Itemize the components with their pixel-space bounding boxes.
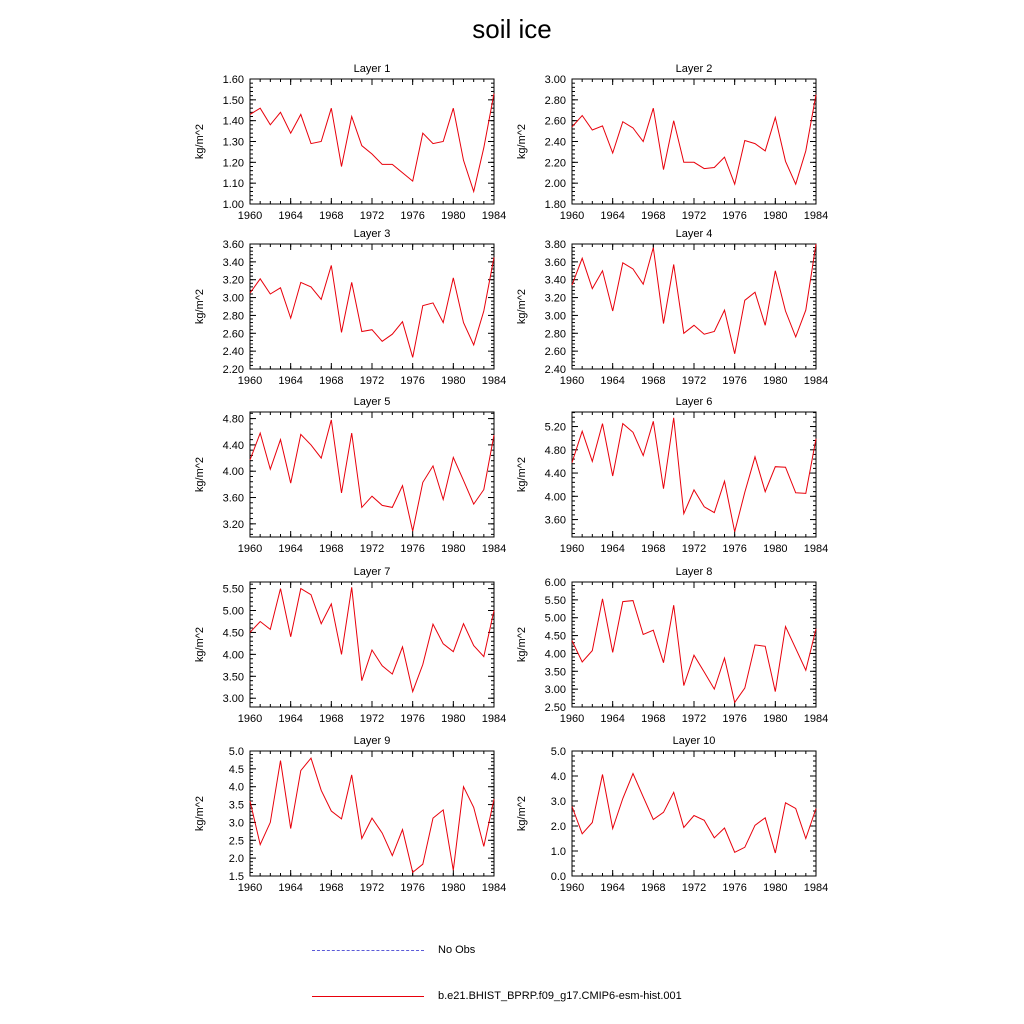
x-tick-label: 1972	[681, 543, 707, 555]
y-axis-label: kg/m^2	[516, 456, 528, 493]
y-tick-label: 2.5	[228, 835, 244, 848]
x-tick-label: 1976	[722, 543, 747, 555]
x-tick-label: 1980	[763, 375, 788, 387]
series-line	[572, 244, 816, 354]
series-line	[572, 774, 816, 854]
series-line	[250, 587, 494, 691]
y-tick-label: 2.60	[544, 115, 566, 128]
y-axis-label: kg/m^2	[516, 795, 528, 832]
x-tick-label: 1960	[237, 713, 263, 725]
y-tick-label: 3.20	[544, 292, 566, 305]
panel-title: Layer 10	[672, 735, 716, 747]
y-tick-label: 3.60	[222, 239, 244, 251]
y-tick-label: 4.50	[222, 627, 244, 640]
x-tick-label: 1972	[359, 882, 385, 894]
y-tick-label: 2.50	[544, 702, 566, 714]
y-tick-label: 4.00	[222, 466, 244, 479]
panel-layer-3	[194, 228, 506, 387]
x-tick-label: 1980	[763, 713, 788, 725]
y-tick-label: 3.00	[222, 292, 244, 305]
x-tick-label: 1980	[441, 375, 466, 387]
figure-title: soil ice	[472, 14, 552, 44]
x-tick-label: 1976	[400, 210, 425, 222]
x-tick-label: 1984	[803, 210, 829, 222]
y-tick-label: 2.20	[222, 364, 244, 376]
plot-frame	[572, 244, 816, 369]
x-tick-label: 1972	[681, 375, 707, 387]
panel-layer-4	[516, 228, 828, 387]
y-axis-label: kg/m^2	[194, 795, 206, 832]
plot-frame	[250, 582, 494, 707]
x-tick-label: 1980	[763, 543, 788, 555]
legend-label-model: b.e21.BHIST_BPRP.f09_g17.CMIP6-esm-hist.001	[438, 990, 682, 1002]
x-tick-label: 1960	[237, 543, 263, 555]
legend-swatch-dashed	[312, 950, 424, 951]
y-tick-label: 2.40	[544, 136, 566, 149]
y-tick-label: 3.20	[222, 274, 244, 287]
x-tick-label: 1972	[359, 375, 385, 387]
x-tick-label: 1968	[641, 713, 666, 725]
panel-title: Layer 4	[675, 228, 713, 240]
y-tick-label: 3.00	[222, 693, 244, 706]
series-line	[572, 599, 816, 703]
y-tick-label: 3.50	[222, 671, 244, 684]
y-tick-label: 2.80	[544, 94, 566, 107]
x-tick-label: 1984	[803, 543, 829, 555]
panel-title: Layer 5	[353, 396, 391, 408]
y-axis-label: kg/m^2	[194, 123, 206, 160]
y-tick-label: 4.0	[550, 771, 566, 783]
panel-layer-10	[516, 735, 828, 894]
x-tick-label: 1972	[359, 543, 385, 555]
x-tick-label: 1984	[803, 375, 829, 387]
y-tick-label: 5.20	[544, 421, 566, 434]
x-tick-label: 1968	[319, 882, 344, 894]
x-tick-label: 1960	[237, 210, 263, 222]
plot-frame	[572, 751, 816, 876]
y-tick-label: 1.30	[222, 136, 244, 149]
y-tick-label: 3.60	[222, 492, 244, 505]
x-tick-label: 1960	[559, 543, 585, 555]
panel-layer-1	[194, 63, 506, 222]
x-tick-label: 1976	[722, 210, 747, 222]
panel-layer-2	[516, 63, 828, 222]
x-tick-label: 1960	[559, 375, 585, 387]
x-tick-label: 1968	[319, 210, 344, 222]
x-tick-label: 1968	[641, 210, 666, 222]
x-tick-label: 1972	[681, 210, 707, 222]
panel-title: Layer 6	[675, 396, 713, 408]
x-tick-label: 1964	[600, 713, 625, 725]
x-tick-label: 1968	[641, 375, 666, 387]
panel-layer-9	[194, 735, 506, 894]
x-tick-label: 1968	[319, 543, 344, 555]
plot-frame	[250, 751, 494, 876]
x-tick-label: 1984	[481, 375, 507, 387]
series-line	[250, 758, 494, 872]
y-tick-label: 3.0	[228, 817, 244, 830]
y-tick-label: 4.80	[222, 413, 244, 426]
y-tick-label: 5.0	[550, 746, 566, 758]
y-tick-label: 3.00	[544, 310, 566, 323]
y-tick-label: 4.00	[222, 649, 244, 662]
y-tick-label: 4.50	[544, 630, 566, 643]
y-tick-label: 1.40	[222, 115, 244, 128]
y-tick-label: 3.00	[544, 74, 566, 86]
x-tick-label: 1960	[237, 375, 263, 387]
x-tick-label: 1976	[400, 713, 425, 725]
y-tick-label: 1.00	[222, 199, 244, 211]
legend-swatch-solid	[312, 996, 424, 997]
panel-title: Layer 7	[353, 566, 391, 578]
y-tick-label: 4.40	[222, 439, 244, 452]
y-tick-label: 1.20	[222, 157, 244, 170]
y-tick-label: 2.60	[544, 346, 566, 359]
x-tick-label: 1980	[441, 882, 466, 894]
x-tick-label: 1976	[722, 713, 747, 725]
x-tick-label: 1984	[481, 882, 507, 894]
x-tick-label: 1964	[600, 210, 625, 222]
y-tick-label: 5.50	[222, 583, 244, 596]
y-tick-label: 5.00	[222, 605, 244, 618]
y-tick-label: 3.00	[544, 684, 566, 697]
panel-layer-6	[516, 396, 828, 555]
y-tick-label: 2.00	[544, 178, 566, 191]
panel-title: Layer 2	[675, 63, 713, 75]
y-tick-label: 1.5	[228, 871, 244, 883]
x-tick-label: 1964	[278, 882, 303, 894]
panel-layer-5	[194, 396, 506, 555]
y-axis-label: kg/m^2	[194, 288, 206, 325]
x-tick-label: 1968	[319, 375, 344, 387]
legend-label-obs: No Obs	[438, 944, 476, 956]
x-tick-label: 1972	[359, 713, 385, 725]
plot-frame	[572, 412, 816, 537]
y-tick-label: 3.40	[222, 256, 244, 269]
y-tick-label: 4.80	[544, 444, 566, 457]
x-tick-label: 1968	[641, 882, 666, 894]
series-line	[250, 420, 494, 531]
y-tick-label: 3.60	[544, 256, 566, 269]
y-tick-label: 2.0	[228, 853, 244, 866]
y-tick-label: 2.20	[544, 157, 566, 170]
x-tick-label: 1980	[441, 543, 466, 555]
x-tick-label: 1964	[278, 543, 303, 555]
x-tick-label: 1984	[481, 543, 507, 555]
x-tick-label: 1968	[641, 543, 666, 555]
x-tick-label: 1972	[359, 210, 385, 222]
x-tick-label: 1964	[278, 713, 303, 725]
x-tick-label: 1976	[400, 543, 425, 555]
y-tick-label: 2.0	[550, 821, 566, 833]
y-axis-label: kg/m^2	[194, 626, 206, 663]
x-tick-label: 1964	[278, 375, 303, 387]
y-tick-label: 4.40	[544, 468, 566, 481]
y-tick-label: 3.60	[544, 514, 566, 527]
x-tick-label: 1976	[400, 882, 425, 894]
y-axis-label: kg/m^2	[194, 456, 206, 493]
panel-title: Layer 8	[675, 566, 713, 578]
y-tick-label: 4.0	[228, 781, 244, 794]
y-tick-label: 5.0	[228, 746, 244, 758]
y-tick-label: 4.00	[544, 491, 566, 504]
x-tick-label: 1960	[559, 713, 585, 725]
y-tick-label: 0.0	[550, 871, 566, 883]
y-tick-label: 2.60	[222, 328, 244, 341]
x-tick-label: 1984	[481, 210, 507, 222]
x-tick-label: 1980	[763, 210, 788, 222]
x-tick-label: 1960	[237, 882, 263, 894]
x-tick-label: 1960	[559, 882, 585, 894]
x-tick-label: 1964	[600, 543, 625, 555]
y-tick-label: 3.5	[228, 799, 244, 812]
y-tick-label: 5.00	[544, 612, 566, 625]
x-tick-label: 1980	[441, 210, 466, 222]
y-axis-label: kg/m^2	[516, 288, 528, 325]
y-tick-label: 1.0	[550, 846, 566, 858]
x-tick-label: 1984	[803, 713, 829, 725]
y-tick-label: 1.60	[222, 74, 244, 86]
x-tick-label: 1976	[400, 375, 425, 387]
y-tick-label: 5.50	[544, 594, 566, 607]
y-tick-label: 6.00	[544, 577, 566, 589]
y-tick-label: 3.0	[550, 796, 566, 808]
plot-frame	[250, 412, 494, 537]
x-tick-label: 1980	[441, 713, 466, 725]
y-tick-label: 2.80	[544, 328, 566, 341]
x-tick-label: 1976	[722, 882, 747, 894]
panel-title: Layer 3	[353, 228, 391, 240]
y-tick-label: 3.40	[544, 274, 566, 287]
panel-layer-8	[516, 566, 828, 725]
series-line	[572, 418, 816, 532]
x-tick-label: 1976	[722, 375, 747, 387]
y-axis-label: kg/m^2	[516, 626, 528, 663]
y-tick-label: 1.50	[222, 94, 244, 107]
y-tick-label: 4.5	[228, 763, 244, 776]
y-tick-label: 1.10	[222, 178, 244, 191]
x-tick-label: 1972	[681, 713, 707, 725]
series-line	[572, 95, 816, 185]
x-tick-label: 1984	[803, 882, 829, 894]
series-line	[250, 257, 494, 357]
x-tick-label: 1964	[600, 882, 625, 894]
y-tick-label: 2.40	[544, 364, 566, 376]
y-tick-label: 3.20	[222, 518, 244, 531]
y-tick-label: 3.50	[544, 666, 566, 679]
panel-layer-7	[194, 566, 506, 725]
y-tick-label: 2.40	[222, 346, 244, 359]
x-tick-label: 1980	[763, 882, 788, 894]
x-tick-label: 1972	[681, 882, 707, 894]
x-tick-label: 1960	[559, 210, 585, 222]
x-tick-label: 1964	[600, 375, 625, 387]
panel-title: Layer 1	[353, 63, 391, 75]
y-tick-label: 3.80	[544, 239, 566, 251]
y-tick-label: 2.80	[222, 310, 244, 323]
y-axis-label: kg/m^2	[516, 123, 528, 160]
x-tick-label: 1964	[278, 210, 303, 222]
x-tick-label: 1984	[481, 713, 507, 725]
series-line	[250, 94, 494, 192]
panel-title: Layer 9	[353, 735, 391, 747]
x-tick-label: 1968	[319, 713, 344, 725]
y-tick-label: 4.00	[544, 648, 566, 661]
plot-frame	[572, 582, 816, 707]
plot-frame	[250, 79, 494, 204]
y-tick-label: 1.80	[544, 199, 566, 211]
